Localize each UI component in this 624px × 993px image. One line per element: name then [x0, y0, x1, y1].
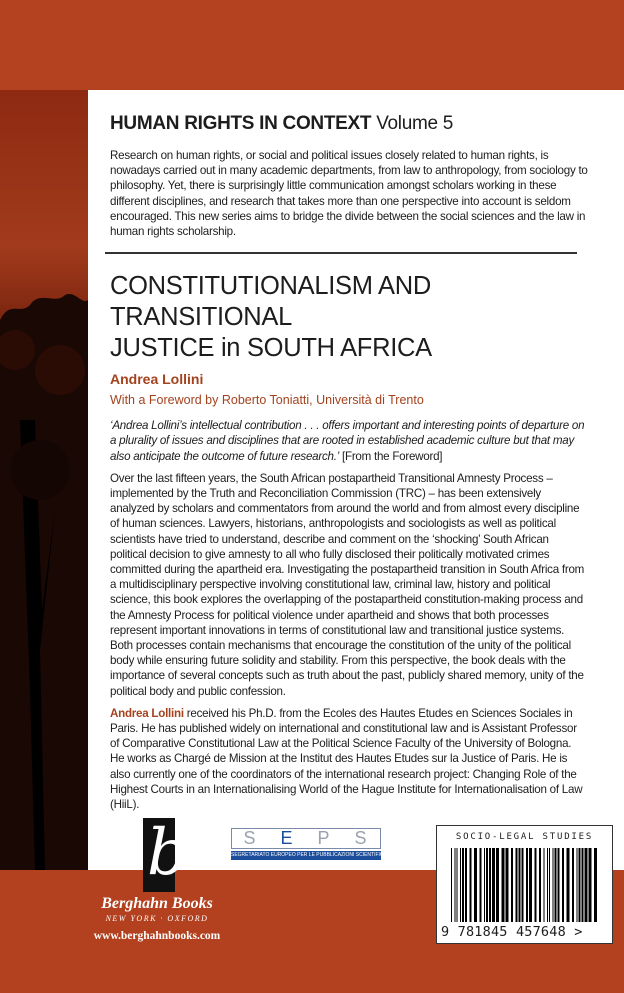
bio-author-name: Andrea Lollini [110, 706, 184, 720]
barcode-bar [455, 848, 456, 922]
bio-text: received his Ph.D. from the Ecoles des Hautes Etudes en Sciences Sociales in Paris. He has published widely on international and constitutional law and is Assistant Professor of Comparative Constitutional Law at the Political Science Faculty of the University of Bologna. He works as Chargé de Mission at the Institut des Hautes Etudes sur la Justice of Paris. He is also currently one of the coordinators of the international research project: Changing Role of the Highest Courts in an Internationalising World of the Hague Institute for Internationalisation of Law (HiiL). [110, 706, 583, 812]
cover-photo-tree-sunset [0, 90, 88, 870]
barcode-bar [457, 848, 458, 922]
barcode-bar [484, 848, 485, 922]
barcode-bar [577, 848, 578, 922]
barcode-bar [579, 848, 581, 922]
logo-letter: b [147, 816, 188, 890]
barcode-bar [502, 848, 505, 922]
title-line-1: CONSTITUTIONALISM AND TRANSITIONAL [110, 272, 431, 332]
top-band [0, 0, 624, 90]
barcode-bar [572, 848, 574, 922]
barcode-bar [462, 848, 464, 922]
book-title [110, 271, 588, 364]
barcode-bar [555, 848, 557, 922]
barcode-bar [544, 848, 545, 922]
barcode-bar [470, 848, 472, 922]
barcode-bar [511, 848, 513, 922]
barcode-bar [516, 848, 518, 922]
publisher-name: Berghahn Books [101, 895, 213, 912]
foreword-credit: With a Foreword by Roberto Toniatti, Università di Trento [110, 393, 424, 408]
isbn-barcode [436, 825, 613, 944]
barcode-bar [539, 848, 541, 922]
berghahn-logo [143, 816, 188, 892]
barcode-bar [594, 848, 597, 922]
author-name: Andrea Lollini [110, 371, 204, 388]
quote-source: [From the Foreword] [342, 449, 443, 463]
barcode-bar [486, 848, 488, 922]
barcode-bar [589, 848, 592, 922]
barcode-category: SOCIO-LEGAL STUDIES [455, 832, 594, 842]
seps-logo [231, 828, 391, 862]
barcode-bar [535, 848, 537, 922]
barcode-bar [474, 848, 477, 922]
barcode-bar [547, 848, 548, 922]
barcode-bar [558, 848, 560, 922]
barcode-bar [460, 848, 461, 922]
barcode-bar [567, 848, 570, 922]
barcode-digits: 9 781845 457648 > [441, 924, 583, 940]
barcode-bar [489, 848, 491, 922]
barcode-bar [519, 848, 521, 922]
barcode-bar [549, 848, 550, 922]
series-description: Research on human rights, or social and political issues closely related to human rights, is nowadays carried out in many academic departments, from law to anthropology, from sociology to philosophy. Yet, there is surprisingly little communication amongst scholars working in these different disciplines, and research that takes more than one perspective into account is seldom encouraged. This new series aims to bridge the divide between the social sciences and the law in human rights scholarship. [110, 149, 588, 239]
quote [110, 418, 588, 464]
barcode-bar [585, 848, 588, 922]
author-bio [110, 706, 588, 812]
barcode-bar [480, 848, 482, 922]
main-text-column [110, 112, 588, 812]
seps-letter: P [317, 828, 332, 848]
barcode-bar [465, 848, 467, 922]
seps-full-name: SEGRETARIATO EUROPEO PER LE PUBBLICAZIONI SCIENTIFICHE [231, 852, 391, 858]
quote-text: ‘Andrea Lollini’s intellectual contribution . . . offers important and interesting points of departure on a plurality of issues and disciplines that are rooted in established academic culture but that may also anticipate the outcome of future research.’ [110, 419, 585, 463]
barcode-bar [582, 848, 584, 922]
divider [105, 252, 577, 254]
publisher-block [82, 894, 232, 943]
series-volume: Volume 5 [376, 113, 454, 134]
barcode-bars [445, 848, 605, 923]
barcode-bar [529, 848, 532, 922]
barcode-bar [451, 848, 452, 922]
barcode-bar [506, 848, 509, 922]
barcode-bar [526, 848, 528, 922]
series-heading [110, 112, 588, 136]
series-name: HUMAN RIGHTS IN CONTEXT [110, 113, 372, 134]
barcode-bar [562, 848, 564, 922]
publisher-cities: NEW YORK · OXFORD [105, 914, 209, 923]
book-description: Over the last fifteen years, the South African postapartheid Transitional Amnesty Process – implemented by the Truth and Reconciliation Commission (TRC) – has been extensively analyzed by scholars and commentators from around the world and from almost every discipline of human sciences. Lawyers, historians, anthropologists and sociologists as well as political scientists have tried to understand, describe and comment on the ‘shocking’ South African political decision to give amnesty to all who fully disclosed their politically motivated crimes committed during the apartheid era. Investigating the postapartheid transition in South Africa from a multidisciplinary perspective involving constitutional law, criminal law, history and political science, this book explores the overlapping of the postapartheid constitution-making process and the Amnesty Process for political violence under apartheid and shows that both processes represent important innovations in terms of constitutional law and transitional justice systems. Both processes contain mechanisms that encourage the constitution of the unity of the political body while ensuring future solidity and stability. From this perspective, the book deals with the importance of several concepts such as truth about the past, publicly shared memory, unity of the political body and public confession. [110, 471, 585, 698]
title-line-2: JUSTICE in SOUTH AFRICA [110, 334, 432, 363]
seps-letter: E [280, 828, 295, 848]
barcode-bar [496, 848, 499, 922]
barcode-bar [492, 848, 495, 922]
barcode-bar [522, 848, 524, 922]
publisher-url[interactable]: www.berghahnbooks.com [93, 930, 221, 942]
barcode-bar [553, 848, 554, 922]
seps-letter: S [354, 828, 369, 848]
seps-letter: S [243, 828, 258, 848]
